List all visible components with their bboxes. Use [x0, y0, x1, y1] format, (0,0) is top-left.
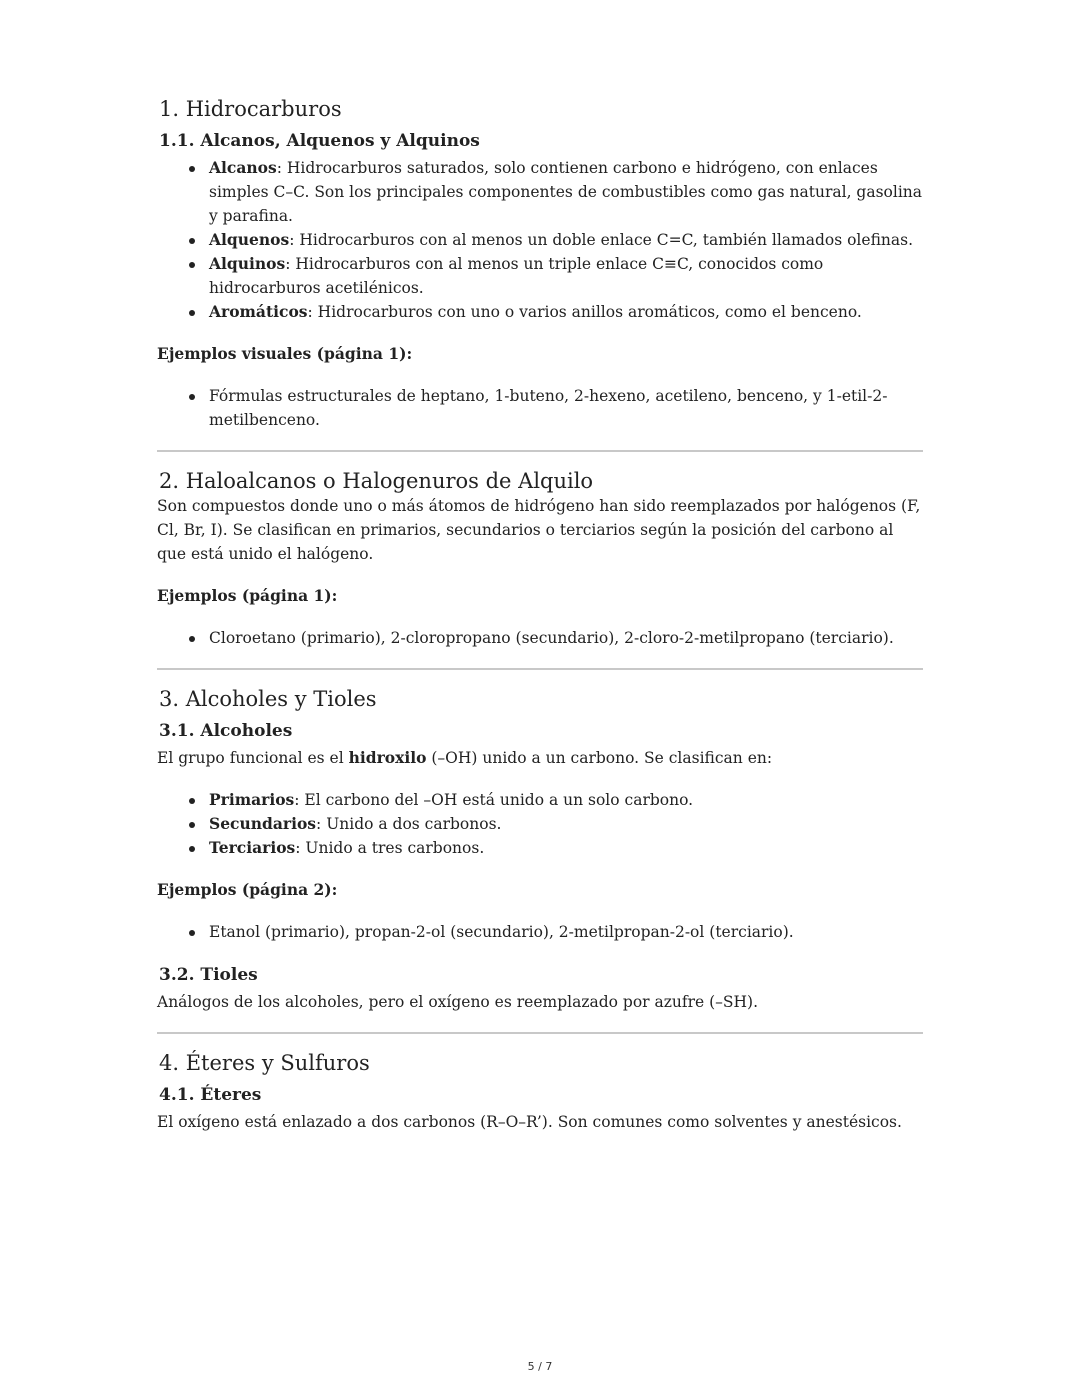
definition: : Hidrocarburos saturados, solo contienen carbono e hidrógeno, con enlaces simples C–C. Son los principales componentes de combustibles como gas natural, gasolina y parafina. — [209, 159, 923, 225]
paragraph: El oxígeno está enlazado a dos carbonos (R–O–R’). Son comunes como solventes y anestésicos. — [157, 1113, 902, 1131]
list-item — [209, 228, 923, 252]
term: Alquenos — [209, 230, 290, 249]
examples-label: Ejemplos visuales (página 1): — [157, 344, 413, 363]
examples-label: Ejemplos (página 2): — [157, 880, 338, 899]
definition: : Unido a dos carbonos. — [316, 815, 502, 833]
paragraph: Son compuestos donde uno o más átomos de hidrógeno han sido reemplazados por halógenos (F, Cl, Br, I). Se clasifican en primarios, secundarios o terciarios según la posición del carbono al que está unido el halógeno. — [157, 497, 921, 563]
examples-list — [157, 384, 923, 432]
definition: : Hidrocarburos con uno o varios anillos aromáticos, como el benceno. — [307, 303, 862, 321]
term: Terciarios — [209, 838, 296, 857]
divider — [157, 1032, 923, 1034]
list-item: Fórmulas estructurales de heptano, 1-buteno, 2-hexeno, acetileno, benceno, y 1-etil-2-metilbenceno. — [209, 384, 923, 432]
definition-list — [157, 156, 923, 324]
section-title: 1. Hidrocarburos — [159, 97, 342, 121]
list-item: Etanol (primario), propan-2-ol (secundario), 2-metilpropan-2-ol (terciario). — [209, 920, 923, 944]
term: hidroxilo — [348, 748, 427, 767]
definition: : Hidrocarburos con al menos un triple enlace C≡C, conocidos como hidrocarburos acetilénicos. — [209, 255, 824, 297]
subsection-title: 3.1. Alcoholes — [159, 721, 293, 741]
section-alcoholes — [157, 684, 923, 1014]
list-item — [209, 836, 923, 860]
section-hidrocarburos — [157, 94, 923, 432]
section-title: 4. Éteres y Sulfuros — [159, 1051, 370, 1075]
definition: : Hidrocarburos con al menos un doble enlace C=C, también llamados olefinas. — [289, 231, 914, 249]
term: Secundarios — [209, 814, 317, 833]
section-eteres — [157, 1048, 923, 1134]
section-title: 2. Haloalcanos o Halogenuros de Alquilo — [159, 469, 594, 493]
classification-list — [157, 788, 923, 860]
subsection-title: 1.1. Alcanos, Alquenos y Alquinos — [159, 131, 480, 151]
term: Primarios — [209, 790, 295, 809]
text: El grupo funcional es el — [157, 749, 349, 767]
definition: : El carbono del –OH está unido a un solo carbono. — [294, 791, 694, 809]
paragraph — [157, 746, 923, 770]
term: Alcanos — [209, 158, 277, 177]
divider — [157, 450, 923, 452]
definition: : Unido a tres carbonos. — [295, 839, 485, 857]
page-number: 5 / 7 — [527, 1360, 553, 1373]
subsection-title: 4.1. Éteres — [159, 1085, 262, 1105]
section-haloalcanos — [157, 466, 923, 650]
list-item — [209, 300, 923, 324]
list-item — [209, 788, 923, 812]
paragraph: Análogos de los alcoholes, pero el oxígeno es reemplazado por azufre (–SH). — [157, 993, 759, 1011]
list-item: Cloroetano (primario), 2-cloropropano (secundario), 2-cloro-2-metilpropano (terciario). — [209, 626, 923, 650]
document-page — [157, 94, 923, 1152]
term: Aromáticos — [209, 302, 308, 321]
examples-list — [157, 626, 923, 650]
list-item — [209, 252, 923, 300]
examples-label: Ejemplos (página 1): — [157, 586, 338, 605]
list-item — [209, 156, 923, 228]
divider — [157, 668, 923, 670]
subsection-title: 3.2. Tioles — [159, 965, 258, 985]
section-title: 3. Alcoholes y Tioles — [159, 687, 377, 711]
term: Alquinos — [209, 254, 286, 273]
examples-list — [157, 920, 923, 944]
text: (–OH) unido a un carbono. Se clasifican en: — [426, 749, 773, 767]
list-item — [209, 812, 923, 836]
